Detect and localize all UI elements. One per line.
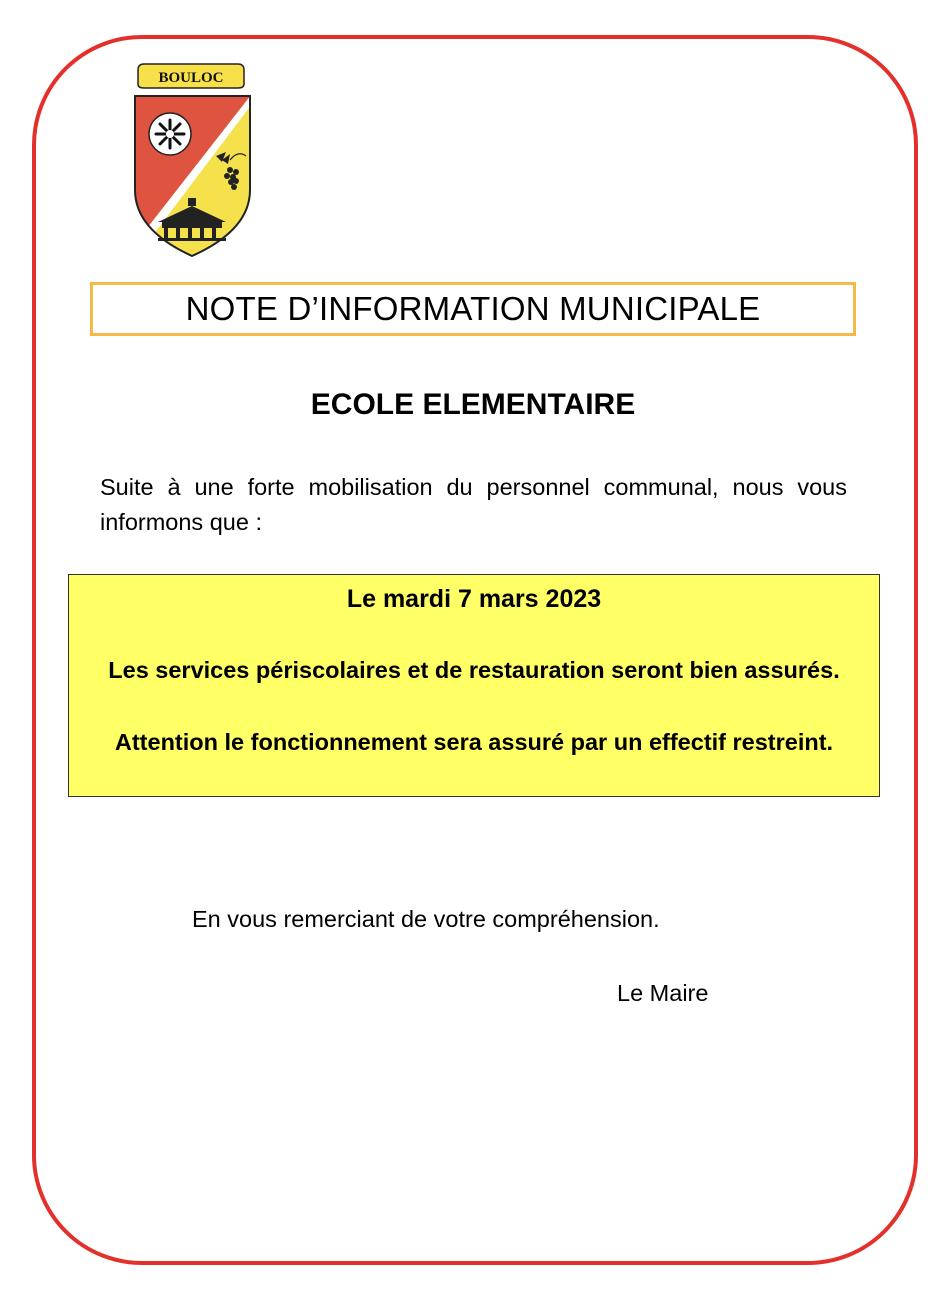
signature: Le Maire (617, 980, 709, 1006)
bouloc-coat-of-arms (130, 60, 255, 260)
notice-box (68, 574, 880, 797)
closing-text: En vous remerciant de votre compréhension. (192, 906, 660, 932)
title-box (90, 282, 856, 336)
intro-paragraph: Suite à une forte mobilisation du personnel communal, nous vous informons que : (100, 474, 847, 535)
notice-services-line: Les services périscolaires et de restauration seront bien assurés. (108, 657, 840, 683)
crest-town-name: BOULOC (158, 70, 224, 86)
section-heading: ECOLE ELEMENTAIRE (310, 388, 636, 421)
notice-date: Le mardi 7 mars 2023 (346, 585, 602, 613)
notice-attention-line: Attention le fonctionnement sera assuré par un effectif restreint. (114, 729, 834, 755)
page-title: NOTE D’INFORMATION MUNICIPALE (185, 290, 761, 327)
